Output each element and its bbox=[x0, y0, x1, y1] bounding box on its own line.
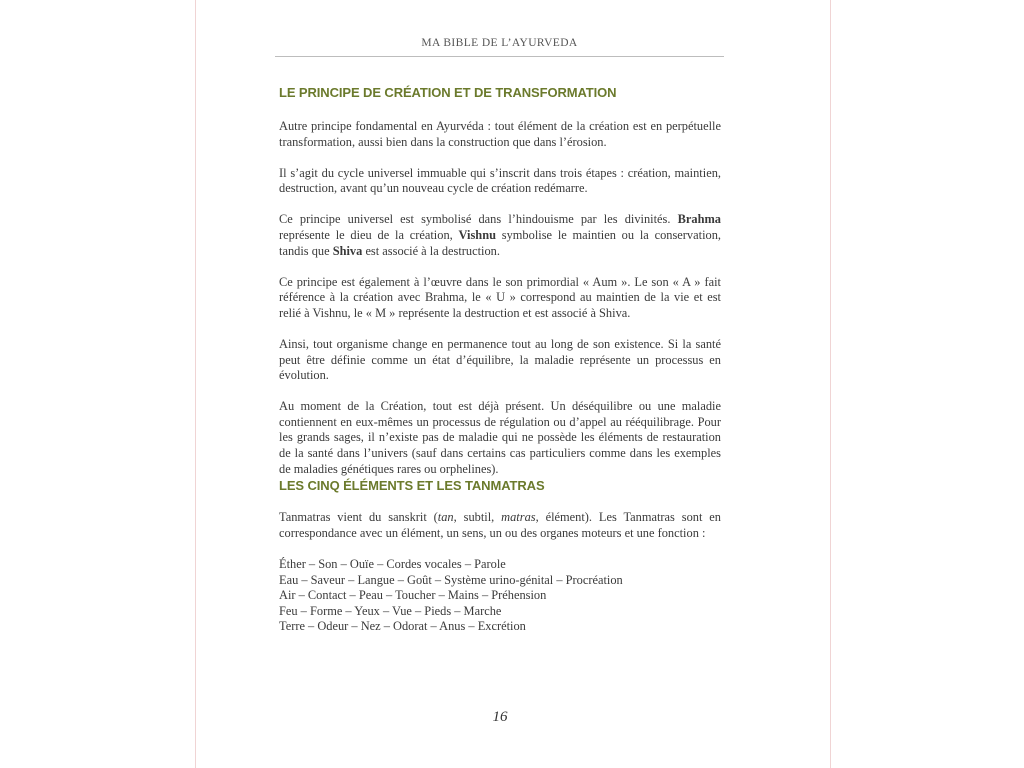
paragraph: Autre principe fondamental en Ayurvéda : tout élément de la création est en perpétuelle transformation, aussi bien dans la construction que dans l’érosion. bbox=[279, 119, 721, 149]
paragraph: Ce principe est également à l’œuvre dans le son primordial « Aum ». Le son « A » fait référence à la création avec Brahma, le « U » correspond au maintien de la vie et est relié à Vishnu, le « M » représente la destruction et est associé à Shiva. bbox=[279, 274, 721, 320]
element-list-item: Éther – Son – Ouïe – Cordes vocales – Parole bbox=[279, 556, 506, 571]
term-matras: matras bbox=[501, 510, 536, 525]
section-body-creation bbox=[279, 119, 721, 477]
text-span: représente le dieu de la création, bbox=[279, 227, 453, 242]
text-span: , subtil, bbox=[453, 510, 495, 525]
term-tan: tan bbox=[437, 510, 454, 525]
page-content bbox=[279, 84, 721, 635]
text-span: symbolise le maintien ou la conservation, tandis que bbox=[279, 227, 721, 258]
page-number: 16 bbox=[492, 709, 508, 725]
paragraph bbox=[279, 510, 721, 541]
element-list-item: Terre – Odeur – Nez – Odorat – Anus – Excrétion bbox=[279, 619, 526, 634]
element-list-item: Air – Contact – Peau – Toucher – Mains – Préhension bbox=[279, 588, 547, 603]
text-span: Tanmatras vient du sanskrit ( bbox=[279, 510, 438, 525]
paragraph: Au moment de la Création, tout est déjà présent. Un déséquilibre ou une maladie contiennent en eux-mêmes un processus de régulation ou d’appel au rééquilibrage. Pour les grands sages, il n’existe pas de maladie qui ne possède les éléments de restauration de la santé dans l’univers (sauf dans certains cas particuliers comme dans les exemples de maladies génétiques rares ou orphelines). bbox=[279, 399, 721, 476]
text-span: , élément). Les Tanmatras sont en correspondance avec un élément, un sens, un ou des organes moteurs et une fonction : bbox=[279, 510, 721, 540]
term-vishnu: Vishnu bbox=[458, 227, 496, 242]
section-body-elements bbox=[279, 510, 721, 635]
page-left-edge bbox=[195, 0, 196, 768]
page-right-edge bbox=[830, 0, 831, 768]
section-title-elements: LES CINQ ÉLÉMENTS ET LES TANMATRAS bbox=[279, 478, 545, 494]
term-brahma: Brahma bbox=[677, 212, 721, 227]
paragraph: Il s’agit du cycle universel immuable qui s’inscrit dans trois étapes : création, maintien, destruction, avant qu’un nouveau cycle de création redémarre. bbox=[279, 165, 721, 196]
text-span: Ce principe universel est symbolisé dans l’hindouisme par les divinités. bbox=[279, 212, 671, 227]
header-rule bbox=[275, 56, 724, 57]
text-span: est associé à la destruction. bbox=[365, 243, 500, 258]
element-list-item: Feu – Forme – Yeux – Vue – Pieds – Marche bbox=[279, 603, 502, 618]
element-list-item: Eau – Saveur – Langue – Goût – Système urino-génital – Procréation bbox=[279, 572, 623, 587]
running-header: MA BIBLE DE L’AYURVEDA bbox=[421, 37, 578, 49]
element-list bbox=[279, 557, 721, 635]
term-shiva: Shiva bbox=[332, 243, 363, 258]
section-title-creation: LE PRINCIPE DE CRÉATION ET DE TRANSFORMATION bbox=[279, 85, 617, 100]
paragraph: Ainsi, tout organisme change en permanence tout au long de son existence. Si la santé peut être définie comme un état d’équilibre, la maladie représente un processus en évolution. bbox=[279, 336, 721, 383]
paragraph bbox=[279, 212, 721, 259]
